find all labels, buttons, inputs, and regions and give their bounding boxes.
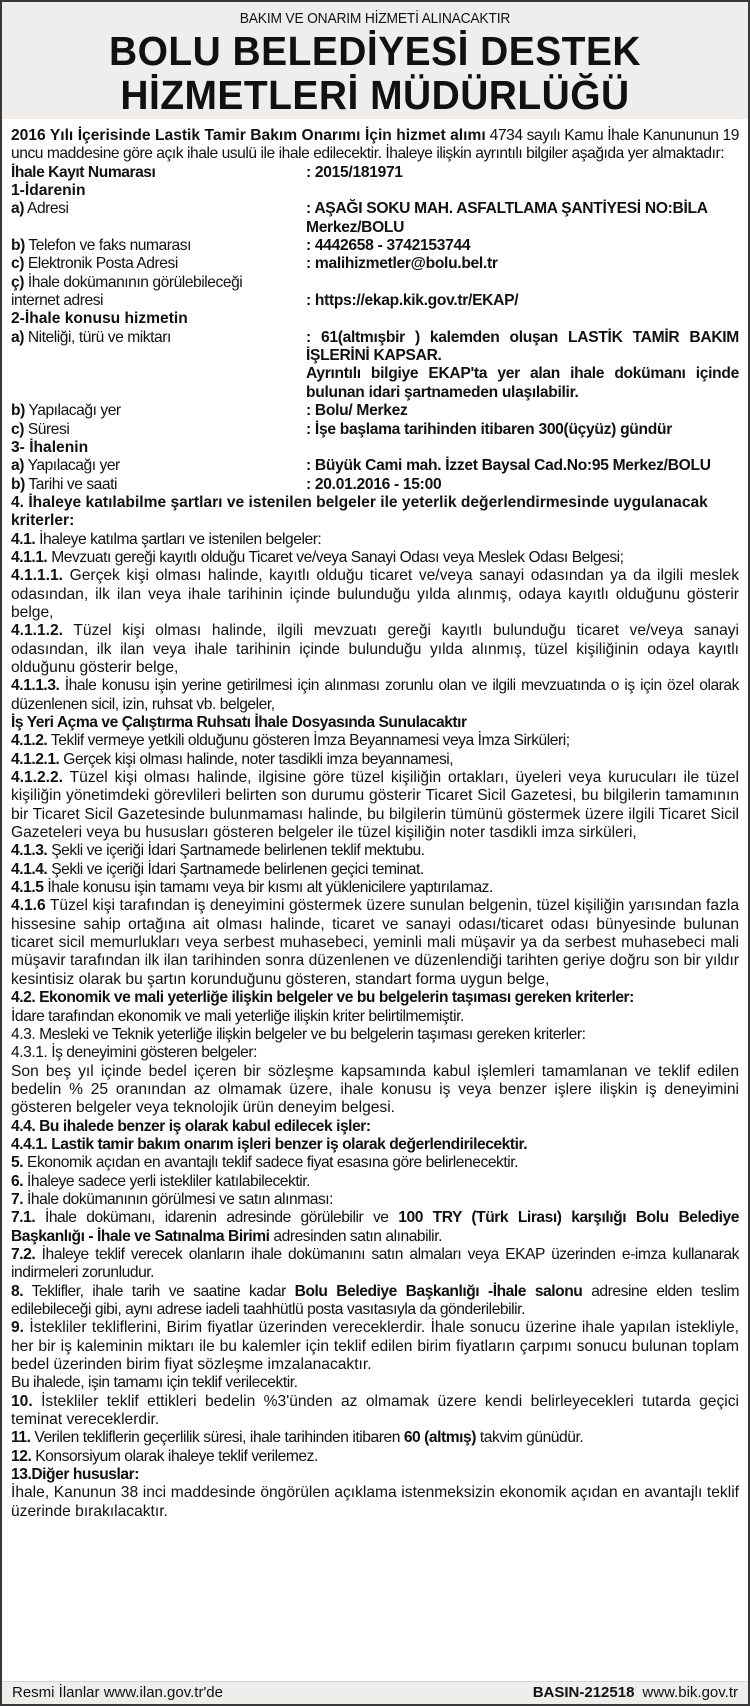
section-number: 4.1.6 [11,897,46,915]
section-text: Şekli ve içeriği İdari Şartnamede belirlenen teklif mektubu. [47,842,425,860]
section-text: Şekli ve içeriği İdari Şartnamede belirlenen geçici teminat. [47,860,424,878]
section-4-4-1: 4.4.1. Lastik tamir bakım onarım işleri benzer iş olarak değerlendirilecektir. [11,1135,528,1153]
item-letter: c) [11,255,24,273]
section-4-1-1 [11,549,739,567]
idare-adres-label: Adresi [23,200,69,218]
section-text: Gerçek kişi olması halinde, noter tasdikli imza beyannamesi, [59,750,454,768]
ihale-heading: 3- İhalenin [11,438,89,456]
section-4-1-4 [11,861,739,879]
section-text: İstekliler tekliflerini, Birim fiyatlar üzerinden vereceklerdir. İhale sonucu üzerine ihale yapılan istekliyle, her bir iş kaleminin miktarı ile bu kalemler için teklif edilen birim fiyatların çarpımı sonucu bulunan toplam bedel üzerinden birim fiyat sözleşme imzalanacaktır. [11,1319,739,1374]
kayit-row [11,164,739,182]
intro-text: 4734 sayılı Kamu İhale Kanununun 19 uncu maddesine göre açık ihale usulü ile ihale edilecektir. İhaleye ilişkin ayrıntılı bilgiler aşağıda yer almaktadır: [11,127,739,163]
item-letter: ç) [11,273,24,291]
hizmet-sure-row [11,421,739,439]
hizmet-heading: 2-İhale konusu hizmetin [11,310,188,328]
section-text: İhale dokümanının görülmesi ve satın alınması: [23,1190,334,1208]
idare-telefon-label: Telefon ve faks numarası [24,237,191,255]
ihale-yer-value: : Büyük Cami mah. İzzet Baysal Cad.No:95 Merkez/BOLU [306,457,711,475]
section-4-heading: 4. İhaleye katılabilme şartları ve istenilen belgeler ile yeterlik değerlendirmesinde uygulanacak kriterler: [11,493,708,530]
section-number: 4.1.1.2. [11,622,64,640]
hizmet-nitelik-value2: Ayrıntılı bilgiye EKAP'ta yer alan ihale dokümanı içinde bulunan idari şartnameden ulaşılabilir. [306,365,739,401]
section-text: İhale konusu işin tamamı veya bir kısmı alt yüklenicilere yaptırılamaz. [43,879,493,897]
section-bold-text: Bolu Belediye Başkanlığı -İhale salonu [294,1282,583,1300]
section-number: 8. [11,1282,24,1300]
announcement-header [2,2,748,119]
ihale-tarih-row [11,476,739,494]
idare-internet-label2: internet adresi [11,292,104,310]
section-7-2 [11,1246,739,1283]
ihale-yer-row [11,457,739,475]
section-4-3-1-text: Son beş yıl içinde bedel içeren bir sözleşme kapsamında kabul işlemleri tamamlanan ve teklif edilen bedelin % 25 oranından az olmamak üzere, ihale konusu iş veya benzer işlere ilişkin iş deneyimini gösteren belgeler veya teknolojik ürün deneyim belgesi. [11,1062,739,1117]
section-11 [11,1429,739,1447]
section-number: 4.1.1.3. [11,677,60,695]
section-8 [11,1283,739,1320]
section-number: 11. [11,1429,31,1447]
ihale-tarih-value: : 20.01.2016 - 15:00 [306,475,442,493]
section-text: Ekonomik açıdan en avantajlı teklif sadece fiyat esasına göre belirlenecektir. [23,1154,519,1172]
section-9-note: Bu ihalede, işin tamamı için teklif verilecektir. [11,1374,298,1392]
section-4-1-6 [11,897,739,989]
section-number: 12. [11,1447,32,1465]
section-4-2-text: İdare tarafından ekonomik ve mali yeterliğe ilişkin kriter belirtilmemiştir. [11,1007,464,1025]
hizmet-yer-row [11,402,739,420]
idare-heading: 1-İdarenin [11,182,86,200]
section-number: 4.1.4. [11,860,48,878]
item-letter: b) [11,237,25,255]
kayit-label: İhale Kayıt Numarası [11,163,156,181]
section-13-text: İhale, Kanunun 38 inci maddesinde öngörülen açıklama istenmeksizin ekonomik açıdan en avantajlı teklif üzerinde bırakılacaktır. [11,1484,739,1520]
hizmet-nitelik-value: : 61(altmışbir ) kalemden oluşan LASTİK TAMİR BAKIM İŞLERİNİ KAPSAR. [306,328,739,365]
section-text: İhale dokümanı, idarenin adresinde görülebilir ve [35,1209,399,1227]
section-text: İhaleye sadece yerli istekliler katılabilecektir. [23,1172,311,1190]
section-number: 7.2. [11,1245,36,1263]
item-letter: c) [11,420,24,438]
hizmet-sure-value: : İşe başlama tarihinden itibaren 300(üçyüz) gündür [306,420,672,438]
announcement-footer [2,1681,748,1704]
section-bold-text: 100 TRY (Türk Lirası) karşılığı Bolu Belediye Başkanlığı - İhale ve Satınalma Birimi [11,1209,739,1245]
intro-paragraph [11,127,739,164]
section-4-1-2 [11,732,739,750]
section-number: 7.1. [11,1209,36,1227]
section-4-1 [11,531,739,549]
section-text: İhale konusu işin yerine getirilmesi için alınması zorunlu olan ve ilgili mevzuatında o iş için özel olarak düzenlenen sicil, izin, ruhsat vb. belgeler, [11,677,739,713]
section-text: İstekliler teklif ettikleri bedelin %3'ünden az olmamak üzere kendi belirleyecekleri tutarda geçici teminat vereceklerdir. [11,1392,739,1429]
section-text: Tüzel kişi tarafından iş deneyimini göstermek üzere sunulan belgenin, tüzel kişiliğin yarısından fazla hissesine sahip ortağına ait olması halinde, ticaret ve sanayi odası/ticaret odası bünyesinde bulunan ticaret sicil memurlukları veya serbest muhasebeci, yeminli mali müşavir ya da serbest muhasebeci mali müşavir tarafından ilk ilan tarihinden sonra düzenlenen ve düzenlendiği tarihten geriye doğru son bir yıldır kesintisiz olarak bu şartın korunduğunu gösteren, standart forma uygun belge, [11,897,739,988]
idare-internet-value: : https://ekap.kik.gov.tr/EKAP/ [306,292,519,310]
section-13-heading: 13.Diğer hususlar: [11,1466,139,1484]
intro-bold: 2016 Yılı İçerisinde Lastik Tamir Bakım Onarımı İçin hizmet alımı [11,127,486,144]
section-text: Mevzuatı gereği kayıtlı olduğu Ticaret ve/veya Sanayi Odası veya Meslek Odası Belgesi; [47,548,624,566]
hizmet-nitelik-row [11,329,739,402]
section-bold-text: 60 (altmış) [403,1429,476,1447]
section-number: 5. [11,1154,24,1172]
section-4-1-1-1 [11,567,739,622]
hizmet-sure-label: Süresi [23,420,70,438]
idare-adres-value: : AŞAĞI SOKU MAH. ASFALTLAMA ŞANTİYESİ NO:BİLA Merkez/BOLU [306,200,708,236]
section-12 [11,1448,739,1466]
idare-telefon-value: : 4442658 - 3742153744 [306,237,471,255]
section-text: Teklif vermeye yetkili olduğunu gösteren İmza Beyannamesi veya İmza Sirküleri; [47,732,570,750]
idare-adres-row [11,200,739,237]
section-number: 4.1.1. [11,548,48,566]
section-text: takvim günüdür. [476,1429,584,1447]
section-10 [11,1393,739,1430]
section-number: 4.1.2. [11,732,48,750]
idare-eposta-value: : malihizmetler@bolu.bel.tr [306,255,498,273]
kayit-value: : 2015/181971 [306,163,403,181]
section-text: Gerçek kişi olması halinde, kayıtlı olduğu ticaret ve/veya sanayi odasından ya da ilgili meslek odasından, ilk ilan veya ihale tarihinin içinde bulunduğu yılda alınmış, odaya kayıtlı olduğunu gösterir belge, [11,567,739,621]
section-text: Tüzel kişi olması halinde, ilgili mevzuatı gereği kayıtlı bulunduğu ticaret ve/veya sanayi odasından, ilk ilan veya ihale tarihinin içinde bulunduğu yılda alınmış, tüzel kişiliğinin odaya kayıtlı olduğunu gösterir belge, [11,622,739,676]
idare-eposta-label: Elektronik Posta Adresi [23,255,178,273]
section-number: 7. [11,1190,24,1208]
section-number: 6. [11,1172,24,1190]
section-number: 4.1.2.1. [11,750,60,768]
section-7 [11,1191,739,1209]
section-number: 4.1.5 [11,879,44,897]
item-letter: a) [11,328,24,346]
section-4-1-5 [11,879,739,897]
section-4-1-2-2 [11,769,739,842]
section-text: adresinden satın alınabilir. [269,1227,442,1245]
header-subtitle: BAKIM VE ONARIM HİZMETİ ALINACAKTIR [239,10,511,27]
section-text: Tüzel kişi olması halinde, ilgisine göre tüzel kişiliğin ortakları, üyeleri veya kurucuları ile tüzel kişiliğin yönetimdeki görevlileri belirten son durumu gösterir Ticaret Sicil Gazetesi, bu bilgilerin tamamının bir Ticaret Sicil Gazetesinde bulunmaması halinde, bu bilgilerin tümünü göstermek üzere ilgili Ticaret Sicil Gazeteleri veya bu hususları gösteren belgeler ile tüzel kişiliğin noter tasdikli imza sirküleri, [11,769,739,842]
item-letter: b) [11,475,25,493]
hizmet-nitelik-label: Niteliği, türü ve miktarı [23,328,171,346]
section-text: adresine elden teslim edilebileceği gibi, aynı adrese iadeli taahhütlü posta vasıtasıyla da gönderilebilir. [11,1282,739,1318]
section-number: 4.1.3. [11,842,48,860]
section-4-1-1-2 [11,622,739,677]
footer-basin-code: BASIN-212518 [532,1684,635,1701]
section-4-4-heading: 4.4. Bu ihalede benzer iş olarak kabul edilecek işler: [11,1117,371,1135]
section-7-1 [11,1209,739,1246]
announcement-body [2,119,748,1521]
section-6 [11,1173,739,1191]
idare-internet-row [11,274,739,311]
section-4-2-heading: 4.2. Ekonomik ve mali yeterliğe ilişkin belgeler ve bu belgelerin taşıması gereken kriterler: [11,989,634,1007]
item-letter: b) [11,402,25,420]
ihale-yer-label: Yapılacağı yer [23,457,120,475]
section-number: 4.1.2.2. [11,769,64,787]
section-number: 4.1. [11,530,36,548]
section-4-3-heading: 4.3. Mesleki ve Teknik yeterliğe ilişkin belgeler ve bu belgelerin taşıması gereken kriterler: [11,1025,586,1043]
idare-eposta-row [11,255,739,273]
section-5 [11,1154,739,1172]
section-9 [11,1319,739,1374]
section-number: 4.1.1.1. [11,567,64,585]
section-4-1-1-3 [11,677,739,714]
section-text: İhaleye teklif verecek olanların ihale dokümanını satın almaları veya EKAP üzerinden e-imza kullanarak indirmeleri zorunludur. [11,1245,739,1282]
section-number: 10. [11,1392,33,1410]
idare-internet-label: İhale dokümanının görülebileceği [23,273,243,291]
header-title-line1: BOLU BELEDİYESİ DESTEK [108,28,641,74]
ruhsat-note: İş Yeri Açma ve Çalıştırma Ruhsatı İhale Dosyasında Sunulacaktır [11,714,467,731]
item-letter: a) [11,457,24,475]
footer-resmi-ilanlar: Resmi İlanlar www.ilan.gov.tr'de [12,1684,223,1701]
section-4-3-1-heading: 4.3.1. İş deneyimini gösteren belgeler: [11,1044,257,1062]
header-title-line2: HİZMETLERİ MÜDÜRLÜĞÜ [120,72,630,118]
section-text: Teklifler, ihale tarih ve saatine kadar [23,1282,295,1300]
idare-telefon-row [11,237,739,255]
hizmet-yer-value: : Bolu/ Merkez [306,402,408,420]
section-4-1-2-1 [11,751,739,769]
hizmet-yer-label: Yapılacağı yer [24,402,121,420]
footer-site-link[interactable]: www.bik.gov.tr [642,1684,738,1701]
section-4-1-3 [11,842,739,860]
ihale-tarih-label: Tarihi ve saati [24,475,118,493]
section-text: İhaleye katılma şartları ve istenilen belgeler: [35,530,322,548]
section-number: 9. [11,1319,25,1337]
section-text: Konsorsiyum olarak ihaleye teklif verilemez. [31,1447,318,1465]
item-letter: a) [11,200,24,218]
section-text: Verilen tekliflerin geçerlilik süresi, ihale tarihinden itibaren [30,1429,404,1447]
